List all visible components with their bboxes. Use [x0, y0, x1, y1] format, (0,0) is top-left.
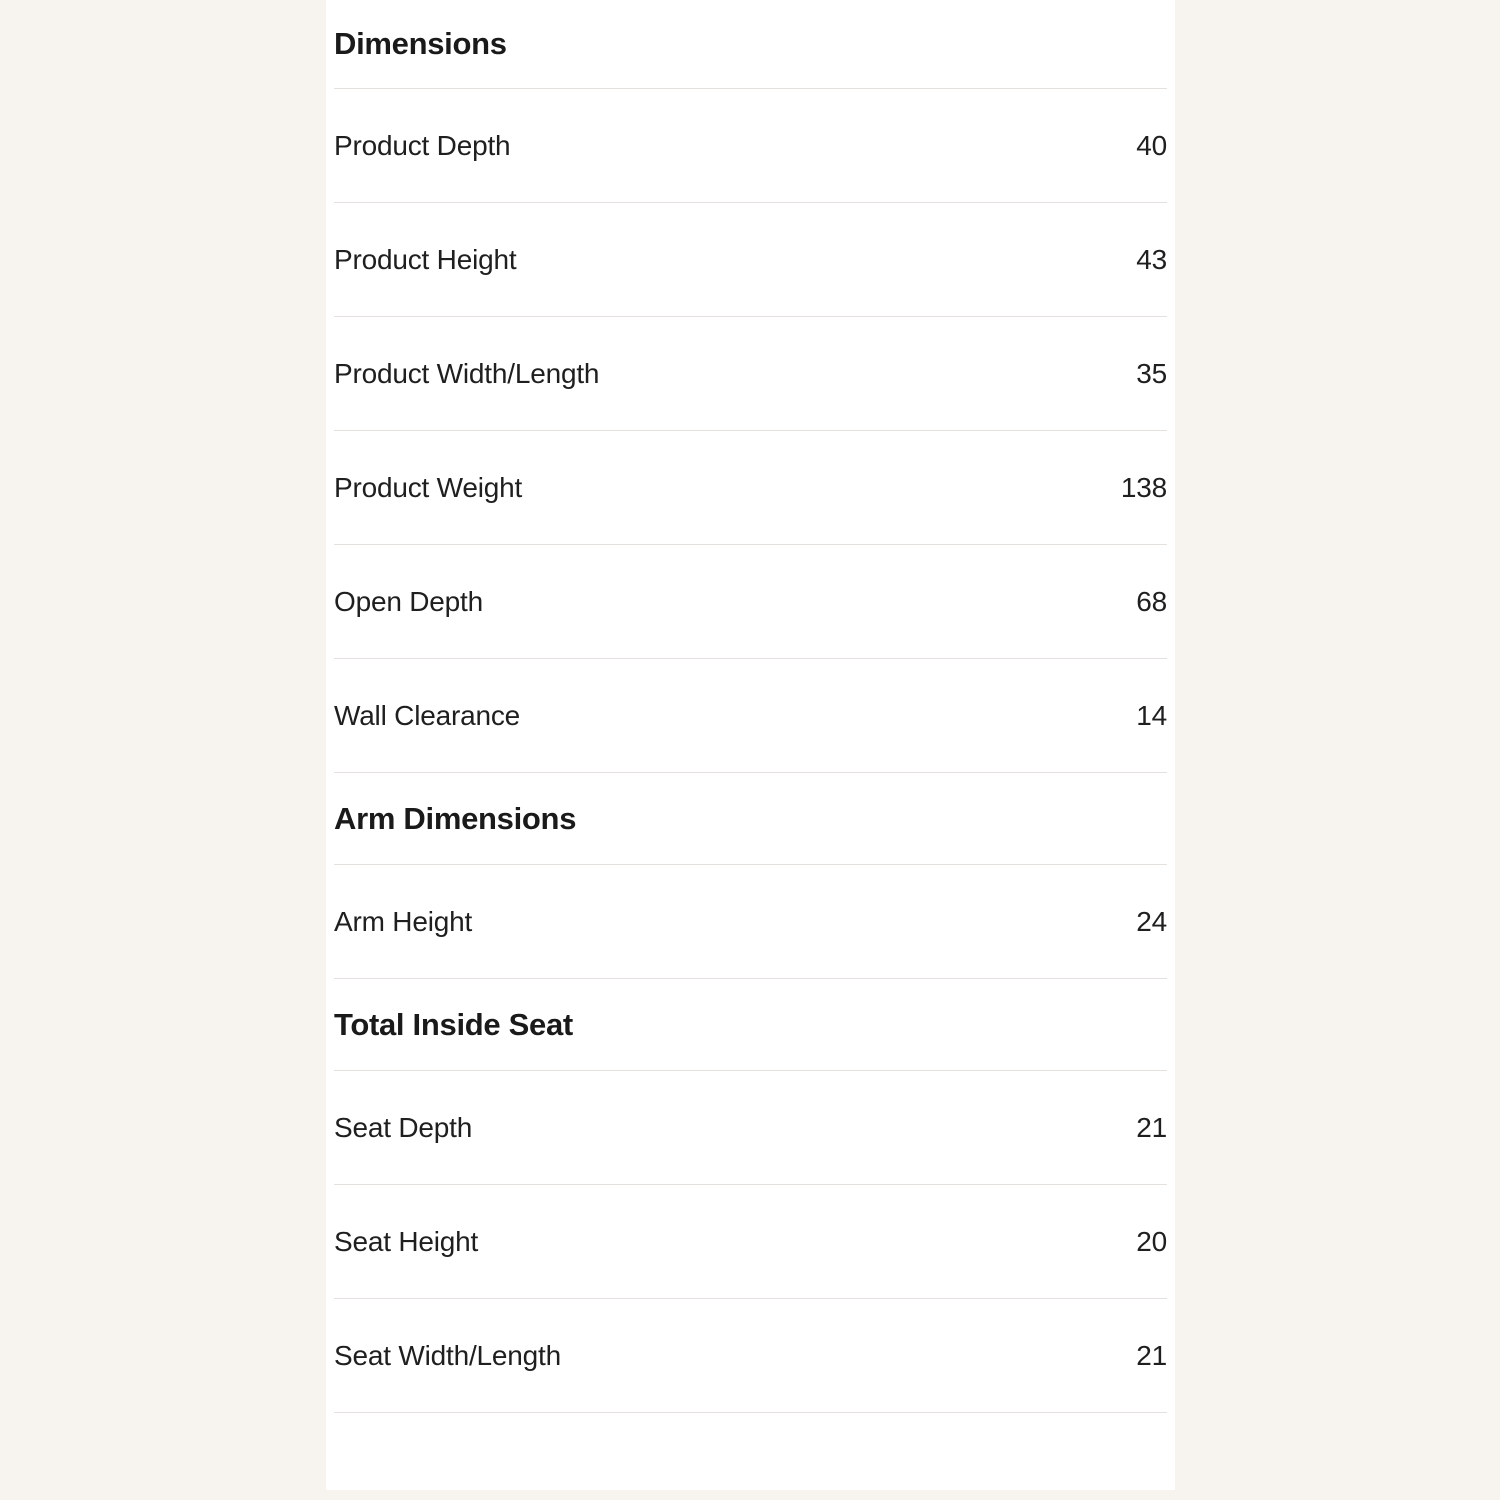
spec-label: Product Depth — [334, 129, 511, 161]
specifications-list — [326, 0, 1175, 1413]
spec-value: 21 — [1136, 1339, 1167, 1371]
section-heading-arm-dimensions: Arm Dimensions — [334, 772, 1167, 864]
section-heading-dimensions: Dimensions — [334, 26, 507, 61]
spec-value: 21 — [1136, 1111, 1167, 1143]
list-divider — [334, 1412, 1167, 1413]
table-row — [334, 202, 1167, 316]
table-row — [334, 544, 1167, 658]
table-row — [334, 1184, 1167, 1298]
spec-label: Seat Width/Length — [334, 1339, 561, 1371]
spec-value: 14 — [1136, 699, 1167, 731]
spec-value: 40 — [1136, 129, 1167, 161]
specifications-card — [326, 0, 1175, 1490]
spec-label: Arm Height — [334, 905, 473, 937]
spec-value: 138 — [1120, 471, 1167, 503]
spec-label: Seat Depth — [334, 1111, 473, 1143]
spec-value: 68 — [1136, 585, 1167, 617]
table-row — [334, 1298, 1167, 1412]
table-row — [334, 864, 1167, 978]
spec-label: Product Height — [334, 243, 517, 275]
table-row — [334, 88, 1167, 202]
spec-value: 20 — [1136, 1225, 1167, 1257]
spec-label: Wall Clearance — [334, 699, 521, 731]
spec-label: Seat Height — [334, 1225, 479, 1257]
table-row — [334, 430, 1167, 544]
spec-value: 35 — [1136, 357, 1167, 389]
table-row — [334, 1070, 1167, 1184]
spec-label: Product Weight — [334, 471, 523, 503]
section-heading-total-inside-seat: Total Inside Seat — [334, 978, 1167, 1070]
spec-value: 43 — [1136, 243, 1167, 275]
table-row — [334, 658, 1167, 772]
spec-value: 24 — [1136, 905, 1167, 937]
table-row — [334, 316, 1167, 430]
spec-label: Open Depth — [334, 585, 483, 617]
spec-label: Product Width/Length — [334, 357, 600, 389]
